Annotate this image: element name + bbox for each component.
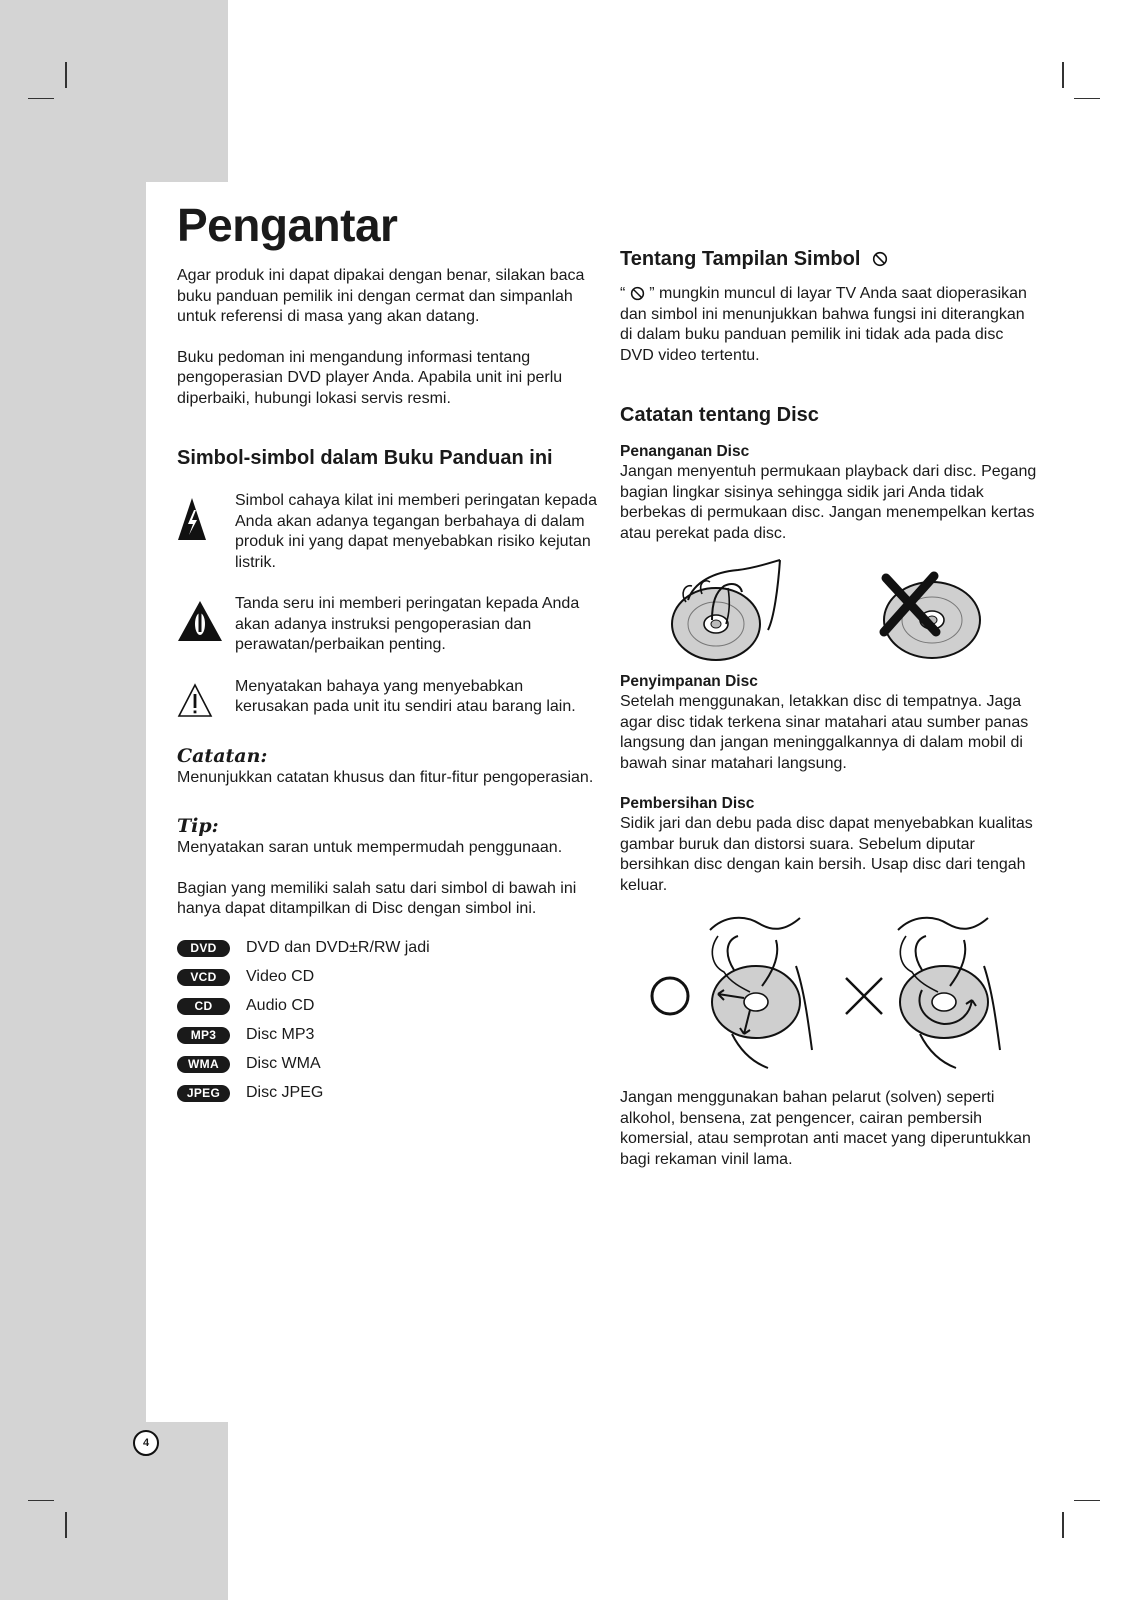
symbol-text-lightning: Simbol cahaya kilat ini memberi peringatan kepada Anda akan adanya tegangan berbahaya di dalam produk ini yang dapat menyebabkan risiko kejutan listrik. [235,492,597,571]
cleaning-illustration [620,910,1040,1078]
symbols-heading: Simbol-simbol dalam Buku Panduan ini [177,447,553,469]
disc-type-item [177,963,597,992]
page-number: 4 [133,1430,159,1456]
display-symbol-heading [620,246,1040,272]
crop-mark [1074,1500,1100,1501]
disc-badge: VCD [177,969,230,986]
disc-badge: WMA [177,1056,230,1073]
exclamation-warning-icon [177,594,235,647]
intro-paragraph-1: Agar produk ini dapat dipakai dengan benar, silakan baca buku panduan pemilik ini dengan cermat dan simpanlah untuk referensi di masa yang akan datang. [177,267,585,325]
note-heading: Catatan: [177,744,268,767]
disc-badge: CD [177,998,230,1015]
disc-type-item [177,934,597,963]
page-title: Pengantar [177,199,398,251]
display-symbol-text [620,284,1040,366]
crop-mark [28,98,54,99]
lightning-warning-icon [177,491,235,546]
disc-badge: DVD [177,940,230,957]
prohibited-icon [872,251,888,267]
symbol-text-caution: Menyatakan bahaya yang menyebabkan kerusakan pada unit itu sendiri atau barang lain. [235,677,576,715]
disc-type-item [177,992,597,1021]
disc-type-label: Disc WMA [246,1055,321,1072]
symbol-row-exclamation [177,594,597,656]
incorrect-hold-disc-icon [874,568,994,664]
disc-type-list [177,934,597,1108]
display-symbol-heading-text: Tentang Tampilan Simbol [620,248,861,270]
disc-badge: JPEG [177,1085,230,1102]
crop-mark [65,62,67,88]
solvent-warning-text: Jangan menggunakan bahan pelarut (solven) seperti alkohol, bensena, zat pengencer, cairan pembersih komersial, atau semprotan anti macet yang diperuntukkan bagi rekaman vinil lama. [620,1089,1031,1168]
symbol-row-caution [177,677,597,724]
correct-circle-icon [648,974,692,1018]
crop-mark [1062,62,1064,88]
disc-type-item [177,1050,597,1079]
disc-type-item [177,1079,597,1108]
storage-heading: Penyimpanan Disc [620,673,758,690]
symbol-row-lightning [177,491,597,573]
wipe-outward-disc-icon [704,910,824,1070]
quote-open: “ [620,285,626,302]
symbol-text-exclamation: Tanda seru ini memberi peringatan kepada Anda akan adanya instruksi pengoperasian dan perawatan/perbaikan penting. [235,595,580,653]
cleaning-text: Sidik jari dan debu pada disc dapat menyebabkan kualitas gambar buruk dan distorsi suara. Sebelum diputar bersihkan disc dengan kain bersih. Usap disc dari tengah keluar. [620,815,1033,894]
disc-type-label: DVD dan DVD±R/RW jadi [246,939,430,956]
disc-type-item [177,1021,597,1050]
correct-hold-disc-icon [668,558,798,666]
disc-notes-heading: Catatan tentang Disc [620,404,819,426]
disc-type-label: Video CD [246,968,315,985]
crop-mark [1062,1512,1064,1538]
disc-type-label: Disc MP3 [246,1026,315,1043]
caution-outline-icon [177,677,235,724]
left-column [177,266,597,1108]
disc-type-label: Audio CD [246,997,315,1014]
crop-mark [65,1512,67,1538]
crop-mark [1074,98,1100,99]
tip-text: Menyatakan saran untuk mempermudah penggunaan. [177,839,563,856]
incorrect-cross-icon [842,974,886,1018]
wipe-circular-disc-icon [892,910,1012,1070]
handling-heading: Penanganan Disc [620,443,750,460]
disc-type-label: Disc JPEG [246,1084,324,1101]
tip-heading: Tip: [177,815,219,837]
crop-mark [28,1500,54,1501]
prohibited-icon [630,286,645,301]
disc-intro-text: Bagian yang memiliki salah satu dari simbol di bawah ini hanya dapat ditampilkan di Disc dengan simbol ini. [177,879,577,917]
note-text: Menunjukkan catatan khusus dan fitur-fitur pengoperasian. [177,768,594,786]
display-symbol-description: ” mungkin muncul di layar TV Anda saat dioperasikan dan simbol ini menunjukkan bahwa fungsi ini diterangkan di dalam buku panduan pemilik ini tidak ada pada disc DVD video tertentu. [620,285,1027,364]
storage-text: Setelah menggunakan, letakkan disc di tempatnya. Jaga agar disc tidak terkena sinar matahari atau sumber panas langsung dan jangan meninggalkannya di dalam mobil di bawah sinar matahari langsung. [620,693,1029,772]
disc-badge: MP3 [177,1027,230,1044]
intro-paragraph-2: Buku pedoman ini mengandung informasi tentang pengoperasian DVD player Anda. Apabila unit ini perlu diperbaiki, hubungi lokasi servis resmi. [177,348,563,407]
handling-text: Jangan menyentuh permukaan playback dari disc. Pegang bagian lingkar sisinya sehingga sidik jari Anda tidak berbekas di permukaan disc. Jangan menempelkan kertas atau perekat pada disc. [620,463,1037,542]
handling-illustration [620,558,1040,670]
cleaning-heading: Pembersihan Disc [620,795,755,812]
right-column [620,246,1040,1170]
